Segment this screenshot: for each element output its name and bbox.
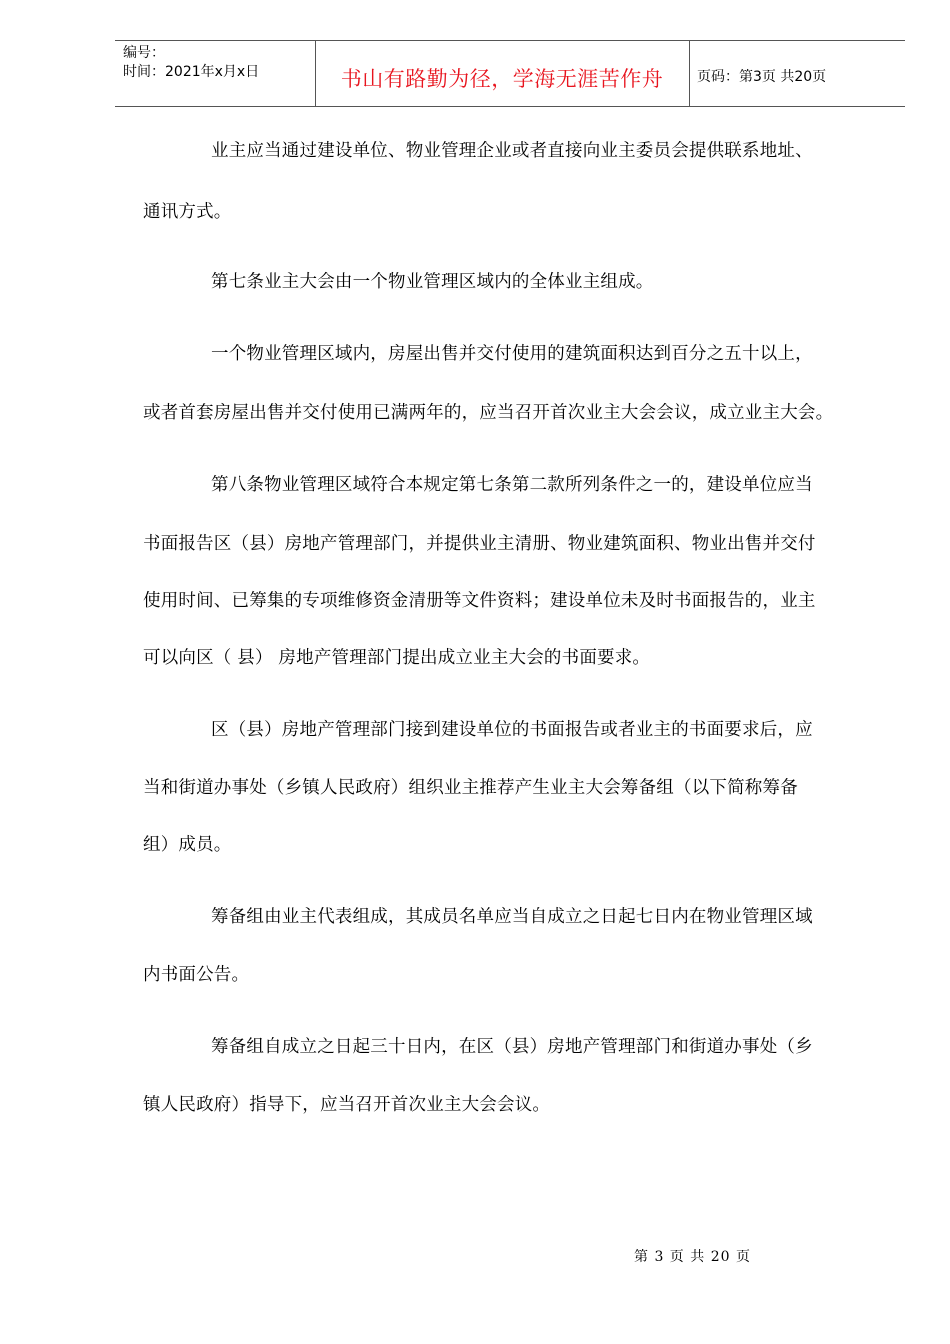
text-line: 第七条业主大会由一个物业管理区域内的全体业主组成。 <box>211 272 654 292</box>
text-line: 区（县）房地产管理部门接到建设单位的书面报告或者业主的书面要求后，应 <box>211 720 813 740</box>
text-line: 通讯方式。 <box>143 202 232 222</box>
text-line: 当和街道办事处（乡镇人民政府）组织业主推荐产生业主大会筹备组（以下简称筹备 <box>143 778 798 798</box>
header-motto: 书山有路勤为径，学海无涯苦作舟 <box>340 67 664 91</box>
text-line: 筹备组自成立之日起三十日内，在区（县）房地产管理部门和街道办事处（乡 <box>211 1037 813 1057</box>
serial-label: 编号： <box>123 45 165 61</box>
text-line: 可以向区（ 县） 房地产管理部门提出成立业主大会的书面要求。 <box>143 648 651 668</box>
text-line: 筹备组由业主代表组成，其成员名单应当自成立之日起七日内在物业管理区域 <box>211 907 813 927</box>
text-line: 镇人民政府）指导下，应当召开首次业主大会会议。 <box>143 1095 551 1115</box>
page-header <box>115 40 905 107</box>
text-line: 或者首套房屋出售并交付使用已满两年的，应当召开首次业主大会会议，成立业主大会。 <box>143 403 834 423</box>
text-line: 使用时间、已筹集的专项维修资金清册等文件资料；建设单位未及时书面报告的，业主 <box>143 591 816 611</box>
text-line: 业主应当通过建设单位、物业管理企业或者直接向业主委员会提供联系地址、 <box>211 141 813 161</box>
text-line: 书面报告区（县）房地产管理部门，并提供业主清册、物业建筑面积、物业出售并交付 <box>143 534 816 554</box>
header-page-info: 页码：第3页 共20页 <box>697 69 827 85</box>
text-line: 一个物业管理区域内，房屋出售并交付使用的建筑面积达到百分之五十以上， <box>211 344 813 364</box>
header-meta <box>123 44 259 82</box>
header-divider <box>689 41 690 106</box>
date-line: 时间：2021年x月x日 <box>123 64 260 80</box>
page-footer: 第 3 页 共 20 页 <box>634 1249 751 1265</box>
text-line: 第八条物业管理区域符合本规定第七条第二款所列条件之一的，建设单位应当 <box>211 475 813 495</box>
text-line: 内书面公告。 <box>143 965 250 985</box>
text-line: 组）成员。 <box>143 835 232 855</box>
